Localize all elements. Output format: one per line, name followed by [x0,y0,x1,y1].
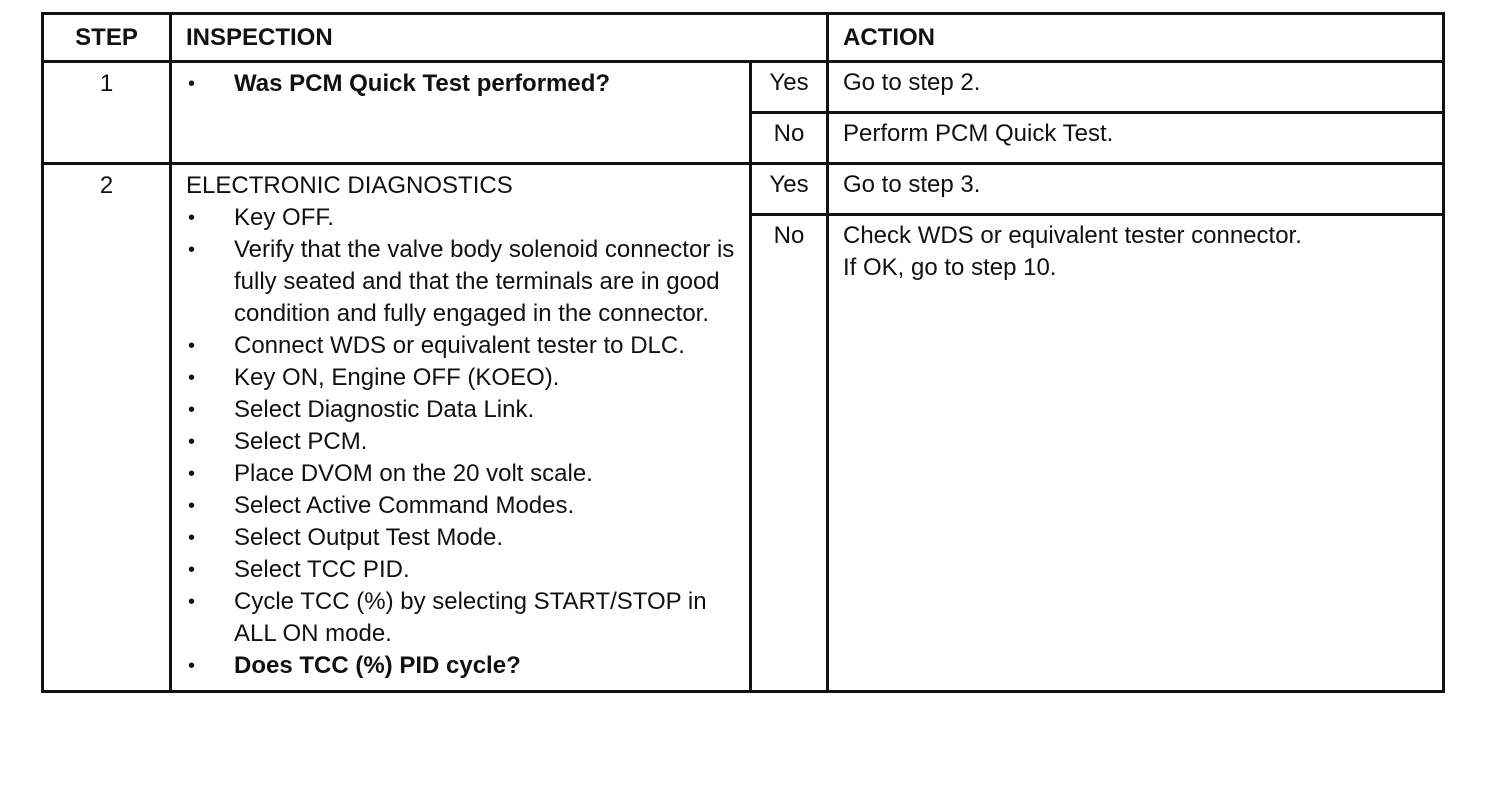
action-cell: Perform PCM Quick Test. [828,113,1444,164]
action-column-header: ACTION [828,14,1444,62]
list-item [186,362,739,394]
step-column-header: STEP [43,14,171,62]
answer-yes: Yes [751,62,828,113]
table-row [43,164,1444,215]
bullet-icon: • [188,367,196,389]
bullet-icon: • [188,207,196,229]
answer-no: No [751,113,828,164]
list-item-text: Select Active Command Modes. [234,492,575,519]
bullet-icon: • [188,495,196,517]
list-item [186,458,739,490]
list-item [186,522,739,554]
bullet-icon: • [188,559,196,581]
bullet-icon: • [188,431,196,453]
bullet-icon: • [188,73,196,95]
list-item [186,234,739,330]
list-item-text: Key ON, Engine OFF (KOEO). [234,364,560,391]
bullet-icon: • [188,239,196,261]
inspection-question: Does TCC (%) PID cycle? [234,652,521,679]
list-item [186,586,739,650]
action-cell: Go to step 3. [828,164,1444,215]
list-item [186,554,739,586]
bullet-icon: • [188,335,196,357]
bullet-list [186,202,739,682]
list-item-text: Select Diagnostic Data Link. [234,396,535,423]
list-item-text: Select TCC PID. [234,556,410,583]
inspection-heading: ELECTRONIC DIAGNOSTICS [186,172,513,199]
list-item-text: Connect WDS or equivalent tester to DLC. [234,332,685,359]
list-item-text: Select Output Test Mode. [234,524,504,551]
action-cell: Go to step 2. [828,62,1444,113]
list-item-text: Verify that the valve body solenoid connector is fully seated and that the terminals are in good condition and fully engaged in the connector. [234,236,735,327]
step-number: 1 [43,62,171,164]
list-item [186,490,739,522]
bullet-icon: • [188,399,196,421]
inspection-cell [171,62,751,164]
list-item-text: Place DVOM on the 20 volt scale. [234,460,593,487]
list-item [186,202,739,234]
inspection-column-header: INSPECTION [171,14,828,62]
bullet-icon: • [188,655,196,677]
bullet-list [186,68,739,100]
list-item [186,426,739,458]
question-item [186,68,739,100]
list-item-text: Cycle TCC (%) by selecting START/STOP in ALL ON mode. [234,588,707,647]
action-line: If OK, go to step 10. [843,254,1057,281]
bullet-icon: • [188,527,196,549]
action-cell [828,215,1444,692]
answer-yes: Yes [751,164,828,215]
list-item-text: Key OFF. [234,204,335,231]
list-item [186,394,739,426]
bullet-icon: • [188,591,196,613]
list-item-text: Select PCM. [234,428,368,455]
inspection-cell [171,164,751,692]
action-line: Check WDS or equivalent tester connector. [843,222,1302,249]
answer-no: No [751,215,828,692]
inspection-question: Was PCM Quick Test performed? [234,70,611,97]
header-row [43,14,1444,62]
table-row [43,62,1444,113]
list-item [186,330,739,362]
question-item [186,650,739,682]
step-number: 2 [43,164,171,692]
bullet-icon: • [188,463,196,485]
diagnostic-table [41,12,1445,693]
